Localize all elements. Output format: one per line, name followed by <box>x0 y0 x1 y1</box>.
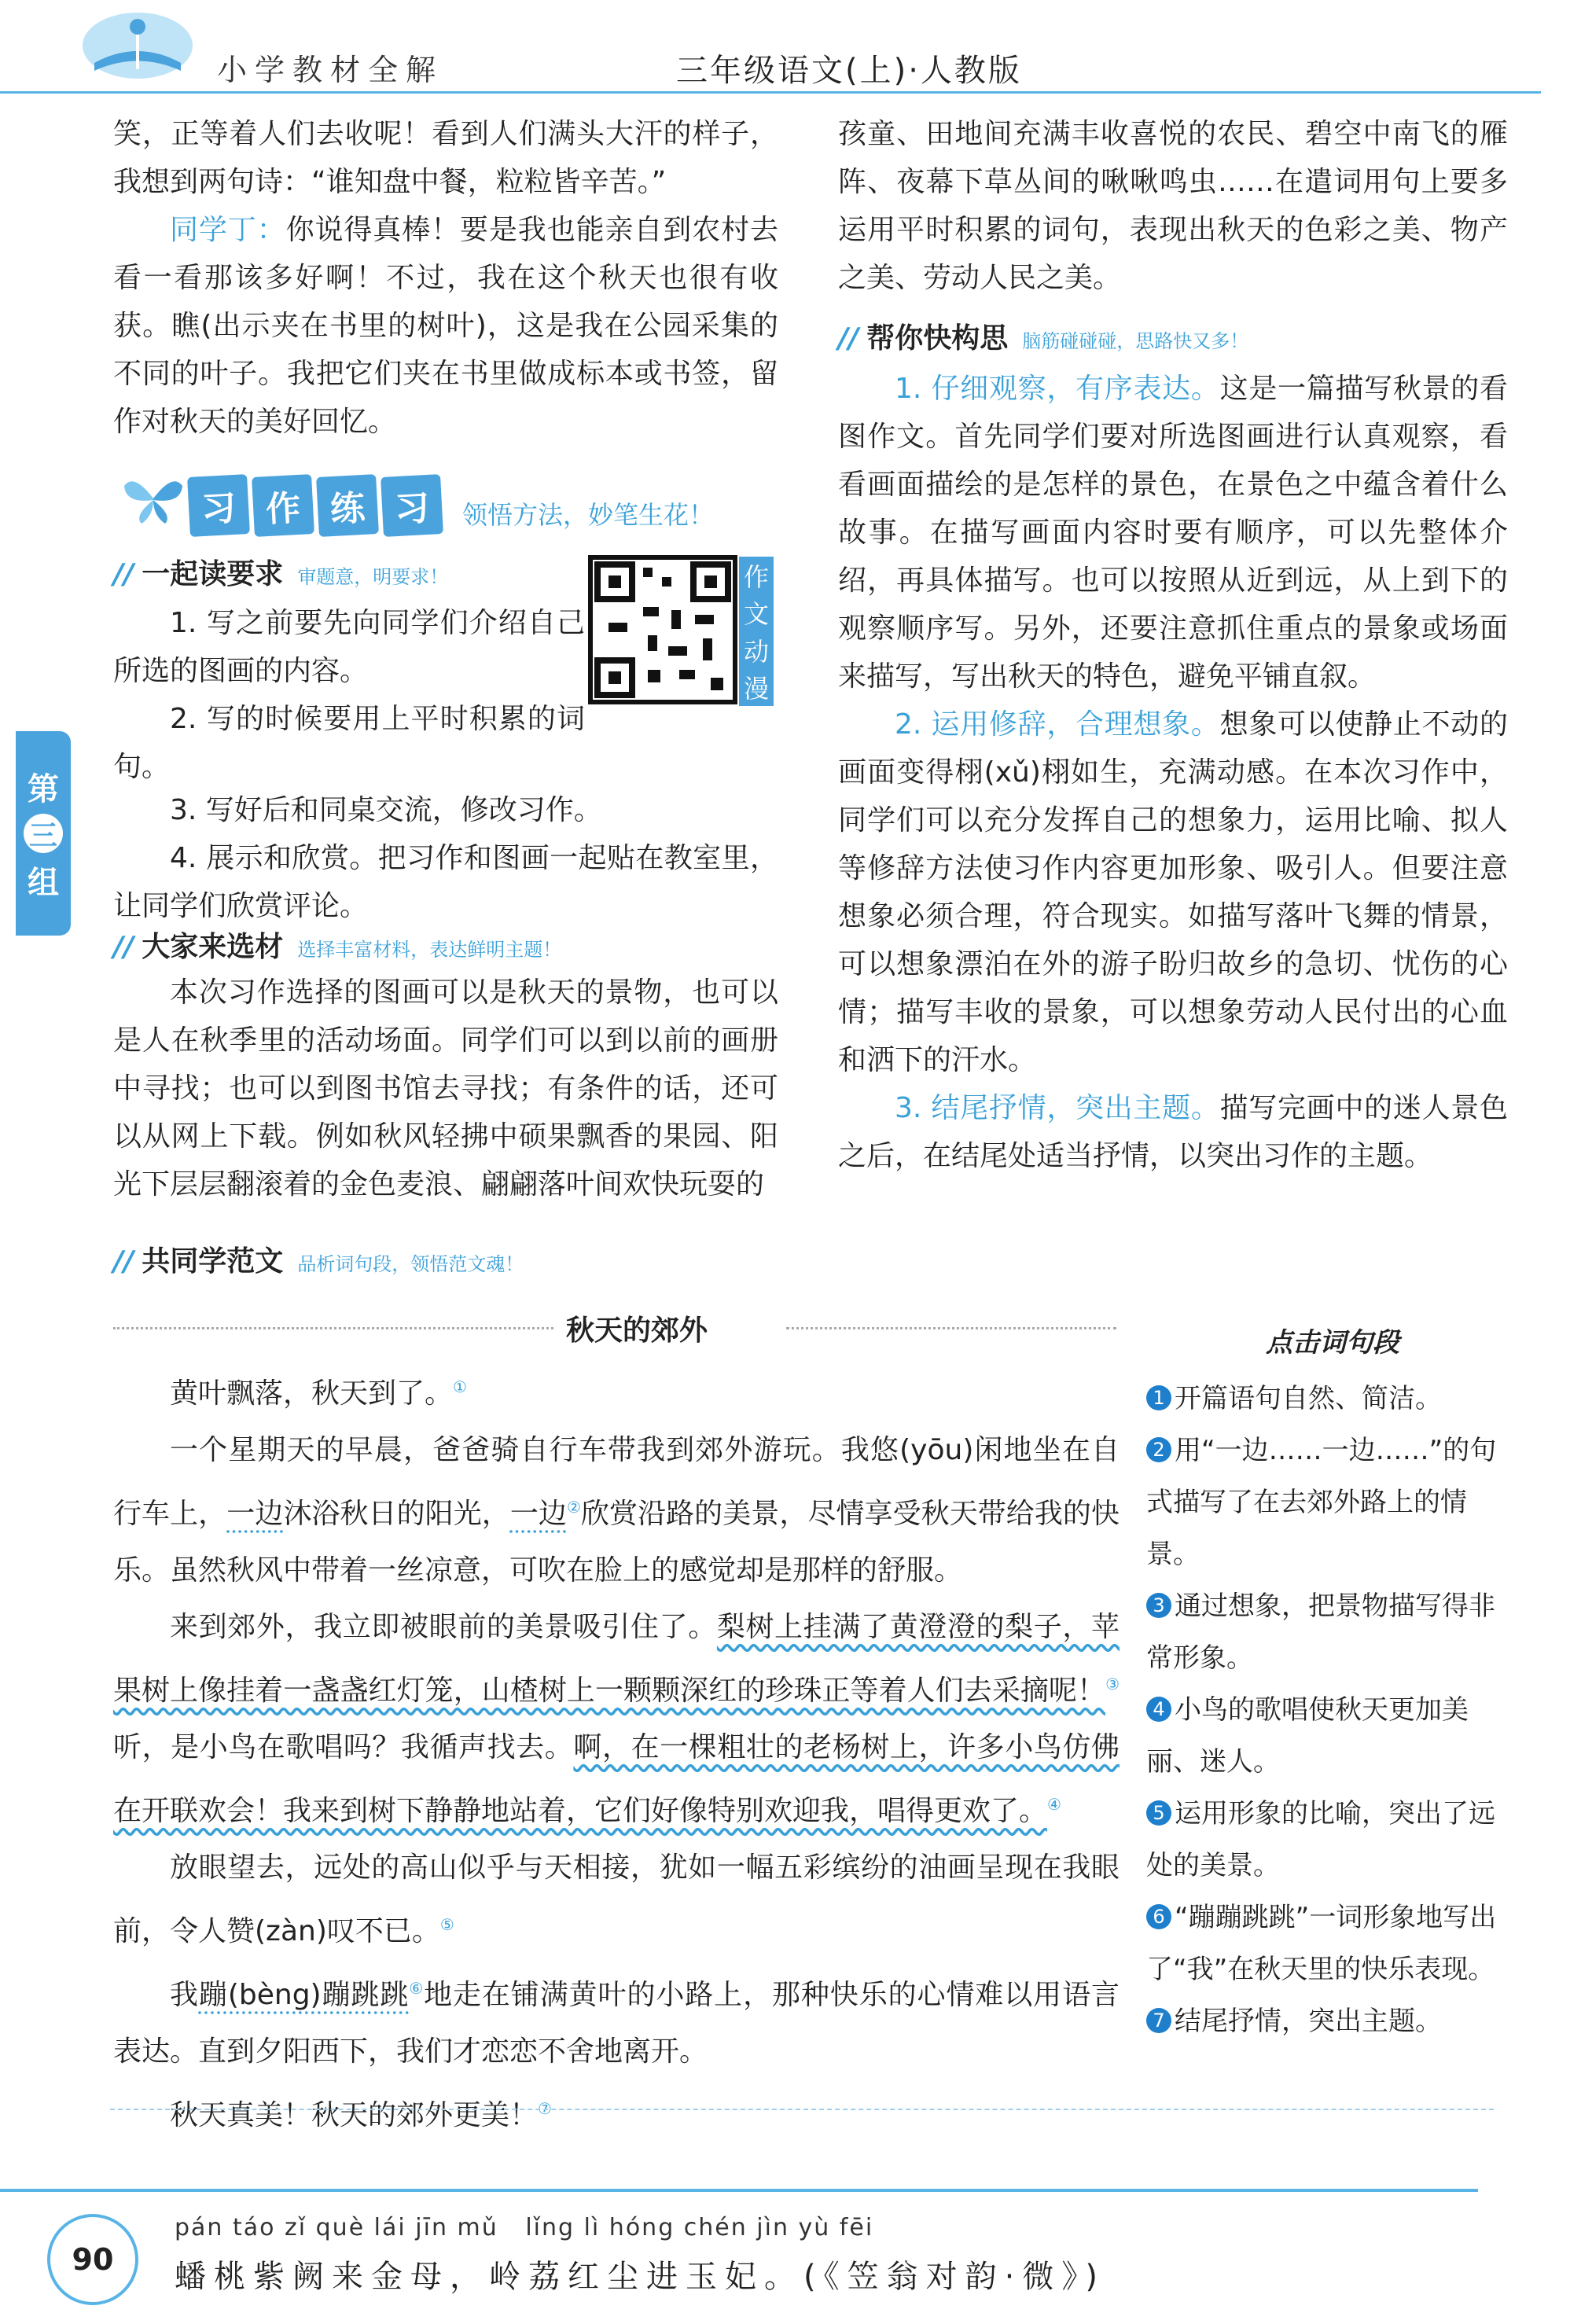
section-material: // 大家来选材 选择丰富材料，表达鲜明主题！ <box>113 931 562 963</box>
section-requirements: // 一起读要求 审题意，明要求！ <box>113 558 449 590</box>
right-cont <box>838 110 1508 302</box>
qr-code[interactable] <box>588 555 737 704</box>
notes-list <box>1146 1373 1508 2047</box>
note-number: 6 <box>1146 1904 1171 1929</box>
essay-text: 沐浴秋日的阳光， <box>283 1498 510 1530</box>
essay-highlight: 啊，在一棵粗壮的老杨树上，许多小鸟仿佛在开联欢会！我来到树下静静地站着，它们好像特别欢迎我，唱得更欢了。 <box>113 1731 1120 1827</box>
requirement-item: 2. 写的时候要用上平时积累的词句。 <box>113 703 585 783</box>
couplet-pinyin: pán táo zǐ què lái jīn mǔ lǐng lì hóng chén jìn yù fēi <box>175 2214 874 2241</box>
tip-paragraph <box>838 365 1508 701</box>
note-text: 结尾抒情，突出主题。 <box>1175 2006 1442 2037</box>
essay-title-rule-left <box>113 1327 553 1329</box>
tip-head: 2. 运用修辞，合理想象。 <box>895 708 1220 741</box>
dialog-paragraph <box>113 206 778 446</box>
notes-title: 点击词句段 <box>1266 1327 1399 1359</box>
section-requirements-title: 一起读要求 <box>142 558 284 590</box>
section-ideas-title: 帮你快构思 <box>866 322 1009 355</box>
requirement-item: 3. 写好后和同桌交流，修改习作。 <box>170 794 602 826</box>
note-mark: ⑤ <box>439 1915 454 1934</box>
unit-tab-bottom: 组 <box>28 865 59 901</box>
essay-paragraph <box>113 1840 1120 1960</box>
exercise-banner <box>189 478 447 533</box>
note-text: 小鸟的歌唱使秋天更加美丽、迷人。 <box>1146 1694 1469 1778</box>
tip-paragraph <box>838 701 1508 1084</box>
note-number: 5 <box>1146 1800 1171 1826</box>
series-title: 小学教材全解 <box>217 53 444 87</box>
note-item <box>1146 1425 1508 1580</box>
essay-paragraph <box>113 1422 1120 1599</box>
page-number: 90 <box>47 2214 138 2305</box>
essay-text: 听，是小鸟在歌唱吗？我循声找去。 <box>113 1731 574 1763</box>
section-essay-sub: 品析词句段，领悟范文魂！ <box>297 1253 524 1275</box>
essay-text: 地走在铺满黄叶的小路上，那种快乐的心情难以用语言表达。直到夕阳西下，我们才恋恋不舍地离开。 <box>113 1979 1120 2068</box>
note-item <box>1146 1892 1508 1995</box>
qr-tag-char: 漫 <box>743 674 769 704</box>
note-item <box>1146 1580 1508 1684</box>
section-ideas-sub: 脑筋碰碰碰，思路快又多！ <box>1022 330 1249 352</box>
banner-char-2: 作 <box>252 474 314 537</box>
essay-text: 放眼望去，远处的高山似乎与天相接，犹如一幅五彩缤纷的油画呈现在我眼前，令人赞(zàn)叹不已。 <box>113 1851 1120 1947</box>
tip-paragraph <box>838 1084 1508 1180</box>
note-mark: ② <box>566 1498 581 1517</box>
note-text: 通过想象，把景物描写得非常形象。 <box>1146 1590 1495 1674</box>
qr-tag-char: 作 <box>743 561 769 592</box>
requirement-item: 1. 写之前要先向同学们介绍自己所选的图画的内容。 <box>113 607 585 687</box>
note-item <box>1146 1788 1508 1892</box>
section-material-title: 大家来选材 <box>142 931 284 963</box>
section-essay: // 共同学范文 品析词句段，领悟范文魂！ <box>113 1245 524 1278</box>
tip-text: 这是一篇描写秋景的看图作文。首先同学们要对所选图画进行认真观察，看看画面描绘的是怎样的景色，在景色之中蕴含着什么故事。在描写画面内容时要有顺序，可以先整体介绍，再具体描写。也可以按照从近到远，从上到下的观察顺序写。另外，还要注意抓住重点的景象或场面来描写，写出秋天的特色，避免平铺直叙。 <box>838 373 1508 693</box>
left-intro <box>113 110 778 446</box>
unit-tab <box>16 731 71 936</box>
essay-title: 秋天的郊外 <box>566 1315 708 1347</box>
note-item <box>1146 1684 1508 1788</box>
essay-paragraph <box>113 1960 1120 2080</box>
essay-text: 我 <box>170 1979 199 2011</box>
dialog-text: 你说得真棒！要是我也能亲自到农村去看一看那该多好啊！不过，我在这个秋天也很有收获。瞧(出示夹在书里的树叶)，这是我在公园采集的不同的叶子。我把它们夹在书里做成标本或书签，留作对秋天的美好回忆。 <box>113 214 778 438</box>
note-text: “蹦蹦跳跳”一词形象地写出了“我”在秋天里的快乐表现。 <box>1146 1902 1497 1985</box>
essay-keyword: 一边 <box>226 1498 284 1530</box>
footer-rule <box>0 2189 1478 2192</box>
material-block <box>113 969 778 1208</box>
tips-block <box>838 365 1508 1180</box>
book-title: 三年级语文(上)·人教版 <box>676 53 1022 89</box>
right-cont-paragraph: 孩童、田地间充满丰收喜悦的农民、碧空中南飞的雁阵、夜幕下草丛间的啾啾鸣虫……在遣词用句上要多运用平时积累的词句，表现出秋天的色彩之美、物产之美、劳动人民之美。 <box>838 118 1508 294</box>
note-number: 3 <box>1146 1593 1171 1618</box>
essay-paragraph <box>113 1359 1120 1422</box>
note-number: 7 <box>1146 2008 1171 2033</box>
header-rule <box>0 91 1541 94</box>
essay-text: 来到郊外，我立即被眼前的美景吸引住了。 <box>170 1611 717 1643</box>
qr-tag-char: 文 <box>743 599 769 630</box>
tip-head: 3. 结尾抒情，突出主题。 <box>895 1092 1220 1124</box>
tip-head: 1. 仔细观察，有序表达。 <box>895 373 1220 405</box>
couplet-text: 蟠桃紫阙来金母，岭荔红尘进玉妃。(《笠翁对韵·微》) <box>175 2259 1105 2295</box>
essay-highlight: 梨树上挂满了黄澄澄的梨子，苹果树上像挂着一盏盏红灯笼，山楂树上一颗颗深红的珍珠正等着人们去采摘呢！ <box>113 1611 1120 1707</box>
banner-subtitle: 领悟方法，妙笔生花！ <box>462 500 715 530</box>
banner-char-1: 习 <box>187 474 250 537</box>
butterfly-icon <box>118 469 189 528</box>
essay-body <box>113 1359 1120 2144</box>
requirements-list-bottom <box>113 786 778 930</box>
essay-title-rule-right <box>786 1327 1116 1329</box>
note-item <box>1146 1995 1508 2047</box>
essay-paragraph <box>113 2080 1120 2144</box>
section-material-sub: 选择丰富材料，表达鲜明主题！ <box>297 939 562 961</box>
requirement-item: 4. 展示和欣赏。把习作和图画一起贴在教室里，让同学们欣赏评论。 <box>113 842 778 922</box>
qr-tag-char: 动 <box>743 636 769 667</box>
note-item <box>1146 1373 1508 1425</box>
tip-text: 想象可以使静止不动的画面变得栩(xǔ)栩如生，充满动感。在本次习作中，同学们可以充分发挥自己的想象力，运用比喻、拟人等修辞方法使习作内容更加形象、吸引人。但要注意想象必须合理，符合现实。如描写落叶飞舞的情景，可以想象漂泊在外的游子盼归故乡的急切、忧伤的心情；描写丰收的景象，可以想象劳动人民付出的心血和洒下的汗水。 <box>838 708 1508 1076</box>
unit-tab-number: 三 <box>24 814 63 853</box>
material-paragraph: 本次习作选择的图画可以是秋天的景物，也可以是人在秋季里的活动场面。同学们可以到以前的画册中寻找；也可以到图书馆去寻找；有条件的话，还可以从网上下载。例如秋风轻拂中硕果飘香的果园、阳光下层层翻滚着的金色麦浪、翩翩落叶间欢快玩耍的 <box>113 976 778 1201</box>
note-mark: ⑦ <box>538 2099 552 2118</box>
note-text: 用“一边……一边……”的句式描写了在去郊外路上的情景。 <box>1146 1435 1497 1570</box>
note-mark: ④ <box>1047 1795 1061 1814</box>
note-number: 1 <box>1146 1385 1171 1410</box>
section-requirements-sub: 审题意，明要求！ <box>297 566 449 588</box>
note-mark: ③ <box>1105 1675 1120 1693</box>
unit-tab-top: 第 <box>28 771 59 807</box>
note-text: 开篇语句自然、简洁。 <box>1175 1383 1442 1414</box>
book-logo-icon <box>79 8 197 83</box>
qr-code-icon <box>593 560 733 700</box>
note-mark: ① <box>453 1377 467 1396</box>
banner-char-3: 练 <box>316 474 379 537</box>
essay-text: 秋天真美！秋天的郊外更美！ <box>170 2099 539 2131</box>
section-ideas: // 帮你快构思 脑筋碰碰碰，思路快又多！ <box>838 322 1249 355</box>
dialog-speaker: 同学丁： <box>170 214 286 246</box>
essay-keyword: 一边 <box>509 1498 567 1530</box>
essay-keyword: 蹦(bèng)蹦跳跳 <box>198 1979 410 2011</box>
note-text: 运用形象的比喻，突出了远处的美景。 <box>1146 1798 1495 1881</box>
essay-bottom-rule <box>110 2109 1494 2110</box>
intro-paragraph: 笑，正等着人们去收呢！看到人们满头大汗的样子，我想到两句诗：“谁知盘中餐，粒粒皆辛苦。” <box>113 118 778 198</box>
note-mark: ⑥ <box>409 1979 425 1998</box>
banner-char-4: 习 <box>381 474 443 537</box>
note-number: 2 <box>1146 1437 1171 1462</box>
essay-paragraph <box>113 1599 1120 1840</box>
essay-text: 黄叶飘落，秋天到了。 <box>170 1377 454 1410</box>
essay-text: 一个星期天的早晨，爸爸骑自行车带我到郊外游玩。我悠(yōu)闲地坐在自行车上， <box>113 1434 1120 1530</box>
tip-text: 描写完画中的迷人景色之后，在结尾处适当抒情，以突出习作的主题。 <box>838 1092 1508 1172</box>
section-essay-title: 共同学范文 <box>142 1245 284 1278</box>
qr-tag <box>739 557 774 706</box>
essay-text: 欣赏沿路的美景，尽情享受秋天带给我的快乐。虽然秋风中带着一丝凉意，可吹在脸上的感觉却是那样的舒服。 <box>113 1498 1120 1587</box>
note-number: 4 <box>1146 1697 1171 1722</box>
requirements-list-top <box>113 599 585 791</box>
